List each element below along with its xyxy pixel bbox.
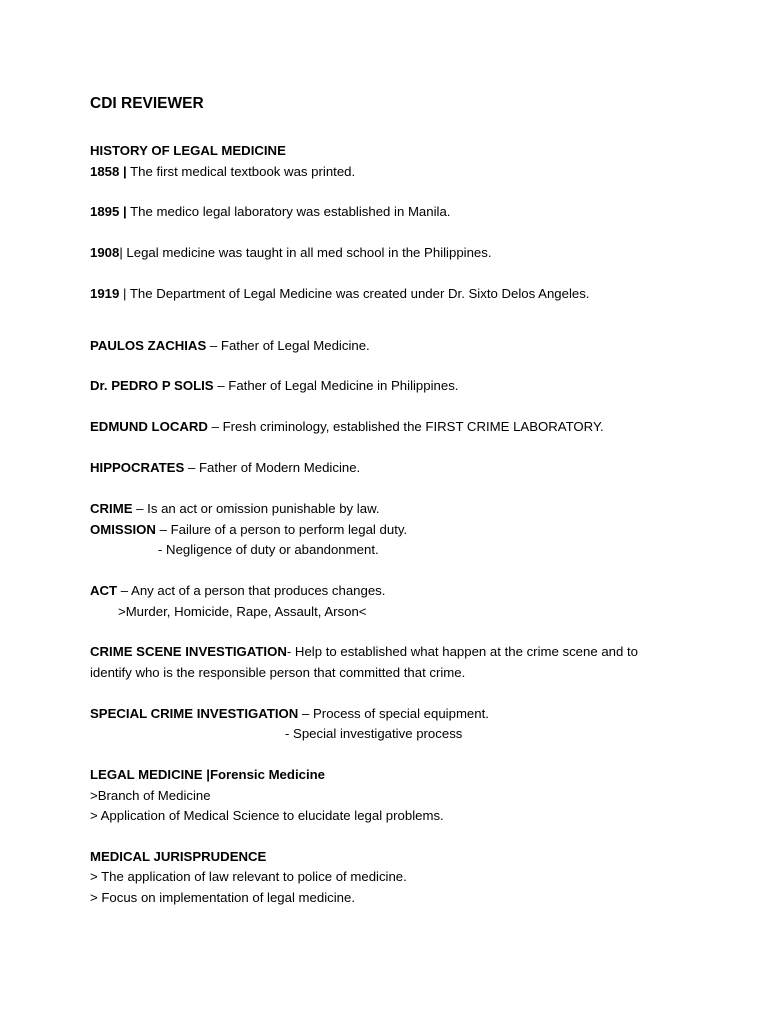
omission-definition: OMISSION – Failure of a person to perform legal duty. [90, 522, 408, 537]
act-examples: >Murder, Homicide, Rape, Assault, Arson< [118, 604, 367, 619]
sci-definition: SPECIAL CRIME INVESTIGATION – Process of special equipment. [90, 706, 489, 721]
csi-definition-cont: identify who is the responsible person that committed that crime. [90, 665, 466, 680]
history-entry-1895: 1895 | The medico legal laboratory was established in Manila. [90, 204, 451, 219]
document-title: CDI REVIEWER [90, 95, 204, 112]
crime-definition: CRIME – Is an act or omission punishable by law. [90, 501, 380, 516]
omission-subpoint: - Negligence of duty or abandonment. [158, 542, 379, 557]
csi-definition: CRIME SCENE INVESTIGATION- Help to established what happen at the crime scene and to [90, 644, 639, 659]
sci-subpoint: - Special investigative process [285, 726, 463, 741]
jurisprudence-item: > Focus on implementation of legal medicine. [90, 890, 355, 905]
legal-medicine-heading: LEGAL MEDICINE |Forensic Medicine [90, 767, 325, 782]
history-entry-1919: 1919 | The Department of Legal Medicine was created under Dr. Sixto Delos Angeles. [90, 286, 590, 301]
history-entry-1858: 1858 | The first medical textbook was printed. [90, 164, 356, 179]
legal-medicine-item: > Application of Medical Science to elucidate legal problems. [90, 808, 444, 823]
history-entry-1908: 1908| Legal medicine was taught in all med school in the Philippines. [90, 245, 492, 260]
act-definition: ACT – Any act of a person that produces changes. [90, 583, 386, 598]
legal-medicine-item: >Branch of Medicine [90, 788, 211, 803]
person-pedro-solis: Dr. PEDRO P SOLIS – Father of Legal Medicine in Philippines. [90, 378, 459, 393]
history-heading: HISTORY OF LEGAL MEDICINE [90, 143, 286, 158]
jurisprudence-item: > The application of law relevant to police of medicine. [90, 869, 407, 884]
jurisprudence-heading: MEDICAL JURISPRUDENCE [90, 849, 267, 864]
person-edmund-locard: EDMUND LOCARD – Fresh criminology, established the FIRST CRIME LABORATORY. [90, 419, 604, 434]
person-hippocrates: HIPPOCRATES – Father of Modern Medicine. [90, 460, 361, 475]
person-paulos-zachias: PAULOS ZACHIAS – Father of Legal Medicine. [90, 338, 370, 353]
